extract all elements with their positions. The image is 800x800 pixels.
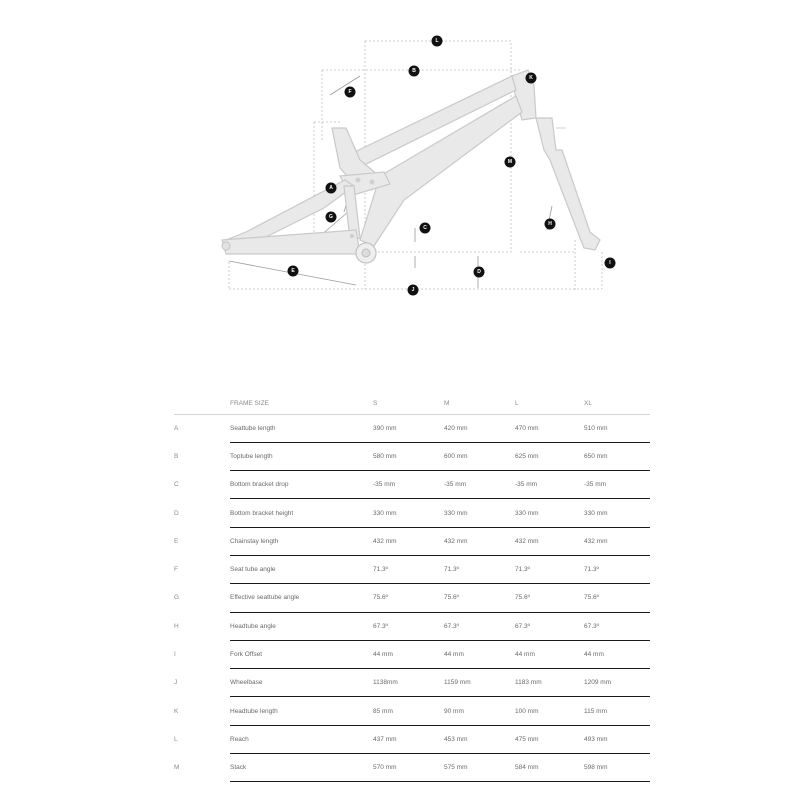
header-letter-cell xyxy=(174,394,230,414)
value-size-l: 75.6º xyxy=(515,584,584,612)
value-size-xl: 44 mm xyxy=(584,640,650,668)
svg-text:B: B xyxy=(412,68,416,74)
header-size-l: L xyxy=(515,394,584,414)
value-size-m: 420 mm xyxy=(444,414,515,442)
row-letter: L xyxy=(174,735,178,743)
label-badge-m xyxy=(505,157,516,168)
row-letter: K xyxy=(174,707,179,715)
value-size-s: 71.3º xyxy=(373,555,444,583)
value-size-xl: 598 mm xyxy=(584,754,650,782)
row-name: Headtube length xyxy=(230,697,373,725)
row-letter: C xyxy=(174,481,179,489)
table-row xyxy=(174,584,650,612)
label-badge-e xyxy=(288,266,299,277)
header-frame-size: FRAME SIZE xyxy=(230,394,373,414)
svg-text:E: E xyxy=(291,268,295,274)
value-size-l: 71.3º xyxy=(515,555,584,583)
row-name: Seat tube angle xyxy=(230,555,373,583)
value-size-s: 67.3º xyxy=(373,612,444,640)
label-badge-l xyxy=(432,36,443,47)
row-name: Headtube angle xyxy=(230,612,373,640)
value-size-m: 432 mm xyxy=(444,527,515,555)
value-size-xl: 432 mm xyxy=(584,527,650,555)
table-row xyxy=(174,414,650,442)
table-row xyxy=(174,499,650,527)
row-name: Toptube length xyxy=(230,442,373,470)
row-name: Effective seattube angle xyxy=(230,584,373,612)
label-badge-d xyxy=(474,267,485,278)
value-size-m: 75.6º xyxy=(444,584,515,612)
table-row xyxy=(174,754,650,782)
value-size-s: 390 mm xyxy=(373,414,444,442)
label-badge-g xyxy=(326,212,337,223)
svg-text:M: M xyxy=(507,159,513,165)
value-size-l: 625 mm xyxy=(515,442,584,470)
value-size-m: 453 mm xyxy=(444,725,515,753)
label-badge-c xyxy=(420,223,431,234)
value-size-xl: 67.3º xyxy=(584,612,650,640)
svg-text:C: C xyxy=(423,225,427,231)
row-letter: D xyxy=(174,509,179,517)
row-name: Chainstay length xyxy=(230,527,373,555)
value-size-xl: -35 mm xyxy=(584,471,650,499)
table-row xyxy=(174,697,650,725)
value-size-s: 330 mm xyxy=(373,499,444,527)
svg-text:D: D xyxy=(477,269,481,275)
row-name: Bottom bracket drop xyxy=(230,471,373,499)
label-badge-j xyxy=(408,285,419,296)
value-size-l: 432 mm xyxy=(515,527,584,555)
value-size-xl: 650 mm xyxy=(584,442,650,470)
value-size-l: 475 mm xyxy=(515,725,584,753)
row-letter: M xyxy=(174,764,180,772)
value-size-xl: 71.3º xyxy=(584,555,650,583)
value-size-s: 432 mm xyxy=(373,527,444,555)
label-badge-h xyxy=(545,219,556,230)
row-name: Stack xyxy=(230,754,373,782)
value-size-xl: 115 mm xyxy=(584,697,650,725)
value-size-m: 44 mm xyxy=(444,640,515,668)
row-letter: J xyxy=(174,679,178,687)
value-size-l: 470 mm xyxy=(515,414,584,442)
value-size-l: 100 mm xyxy=(515,697,584,725)
value-size-xl: 75.6º xyxy=(584,584,650,612)
value-size-l: 67.3º xyxy=(515,612,584,640)
value-size-m: 1159 mm xyxy=(444,669,515,697)
value-size-s: 1138mm xyxy=(373,669,444,697)
row-name: Fork Offset xyxy=(230,640,373,668)
svg-text:F: F xyxy=(348,89,352,95)
table-row xyxy=(174,471,650,499)
table-row xyxy=(174,442,650,470)
row-letter: F xyxy=(174,566,178,574)
frame-geometry-diagram xyxy=(0,0,800,320)
svg-text:K: K xyxy=(529,75,533,81)
header-size-m: M xyxy=(444,394,515,414)
value-size-s: 44 mm xyxy=(373,640,444,668)
value-size-m: 575 mm xyxy=(444,754,515,782)
value-size-s: 75.6º xyxy=(373,584,444,612)
value-size-s: 85 mm xyxy=(373,697,444,725)
value-size-l: -35 mm xyxy=(515,471,584,499)
table-header-row xyxy=(174,394,650,414)
row-letter: E xyxy=(174,537,179,545)
value-size-s: 580 mm xyxy=(373,442,444,470)
value-size-l: 330 mm xyxy=(515,499,584,527)
svg-text:H: H xyxy=(548,221,552,227)
table-row xyxy=(174,669,650,697)
label-badge-k xyxy=(526,73,537,84)
svg-text:J: J xyxy=(411,287,415,293)
value-size-m: 67.3º xyxy=(444,612,515,640)
label-badge-f xyxy=(345,87,356,98)
row-letter: H xyxy=(174,622,179,630)
row-name: Bottom bracket height xyxy=(230,499,373,527)
value-size-m: -35 mm xyxy=(444,471,515,499)
value-size-xl: 493 mm xyxy=(584,725,650,753)
table-row xyxy=(174,527,650,555)
svg-text:G: G xyxy=(329,214,333,220)
row-letter: A xyxy=(174,424,179,432)
header-size-s: S xyxy=(373,394,444,414)
label-badge-b xyxy=(409,66,420,77)
value-size-xl: 510 mm xyxy=(584,414,650,442)
label-badge-a xyxy=(326,183,337,194)
row-name: Seattube length xyxy=(230,414,373,442)
row-letter: B xyxy=(174,452,179,460)
row-name: Reach xyxy=(230,725,373,753)
row-letter: G xyxy=(174,594,180,602)
svg-text:L: L xyxy=(435,38,439,44)
value-size-l: 44 mm xyxy=(515,640,584,668)
svg-text:A: A xyxy=(329,185,333,191)
geometry-table xyxy=(174,394,650,782)
row-letter: I xyxy=(174,651,176,659)
svg-text:I: I xyxy=(609,260,611,266)
table-row xyxy=(174,640,650,668)
table-row xyxy=(174,612,650,640)
value-size-xl: 1209 mm xyxy=(584,669,650,697)
value-size-s: 437 mm xyxy=(373,725,444,753)
value-size-m: 71.3º xyxy=(444,555,515,583)
value-size-xl: 330 mm xyxy=(584,499,650,527)
table-row xyxy=(174,555,650,583)
row-name: Wheelbase xyxy=(230,669,373,697)
geometry-table-body xyxy=(174,414,650,782)
value-size-s: 570 mm xyxy=(373,754,444,782)
value-size-l: 1183 mm xyxy=(515,669,584,697)
value-size-m: 600 mm xyxy=(444,442,515,470)
bike-frame xyxy=(222,70,600,263)
value-size-s: -35 mm xyxy=(373,471,444,499)
value-size-m: 90 mm xyxy=(444,697,515,725)
value-size-l: 584 mm xyxy=(515,754,584,782)
header-size-xl: XL xyxy=(584,394,650,414)
value-size-m: 330 mm xyxy=(444,499,515,527)
table-row xyxy=(174,725,650,753)
label-badge-i xyxy=(605,258,616,269)
